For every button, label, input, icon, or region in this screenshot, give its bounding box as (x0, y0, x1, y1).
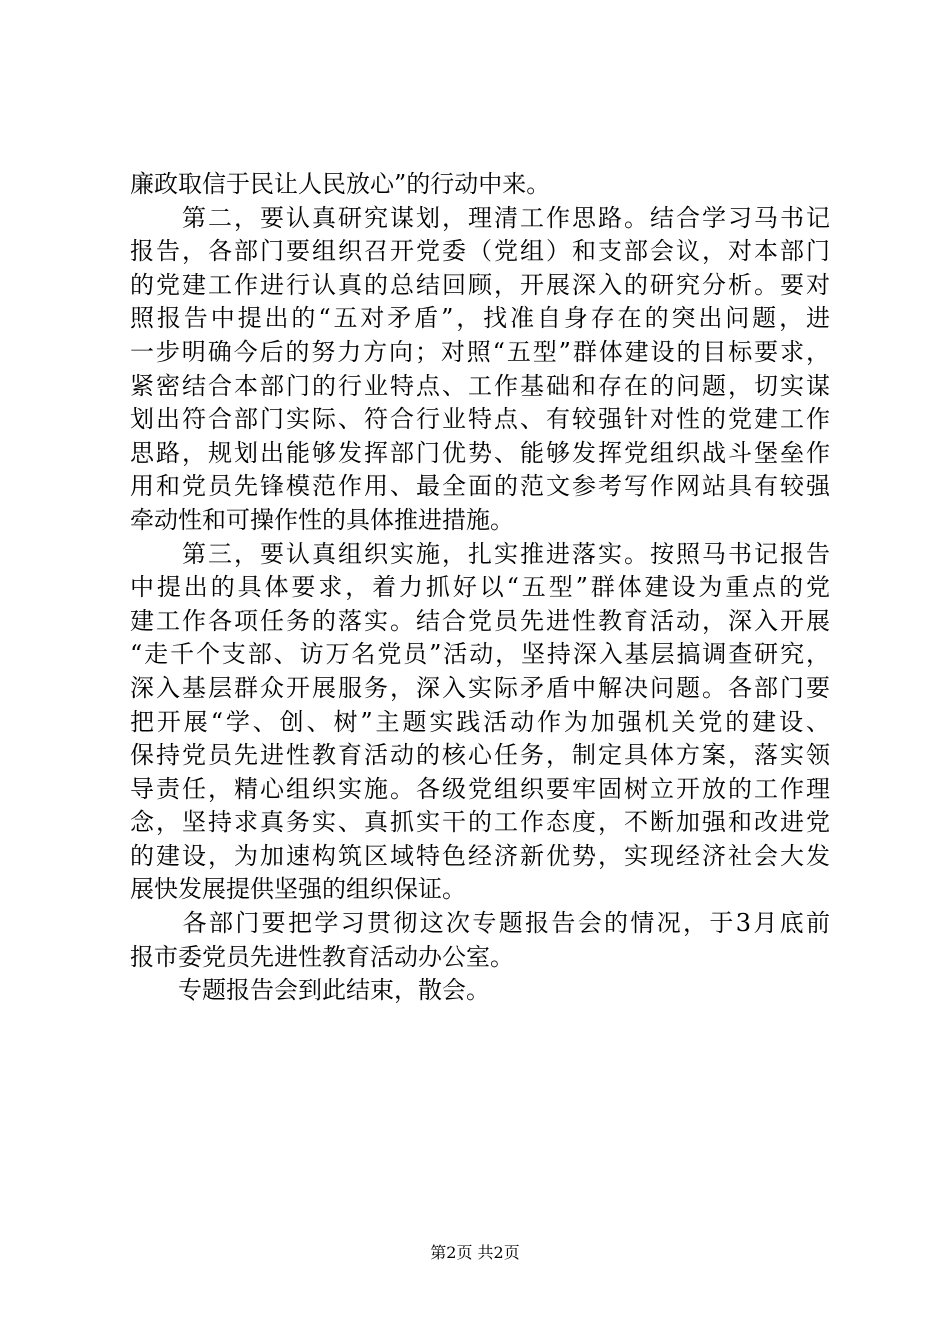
text-line: 照报告中提出的“五对矛盾”，找准自身存在的突出问题，进 (130, 304, 830, 333)
text-line: 专题报告会到此结束，散会。 (130, 976, 490, 1005)
text-line: 报市委党员先进性教育活动办公室。 (130, 942, 514, 971)
page-number-footer: 第2页 共2页 (430, 1243, 520, 1262)
text-line: “走千个支部、访万名党员”活动，坚持深入基层搞调查研究， (130, 640, 830, 669)
text-line: 导责任，精心组织实施。各级党组织要牢固树立开放的工作理 (130, 774, 830, 803)
text-line: 划出符合部门实际、符合行业特点、有较强针对性的党建工作 (130, 405, 830, 434)
text-line: 一步明确今后的努力方向；对照“五型”群体建设的目标要求， (130, 337, 830, 366)
text-line: 牵动性和可操作性的具体推进措施。 (130, 505, 514, 534)
text-line: 建工作各项任务的落实。结合党员先进性教育活动，深入开展 (130, 606, 830, 635)
text-line: 紧密结合本部门的行业特点、工作基础和存在的问题，切实谋 (130, 371, 830, 400)
text-line: 廉政取信于民让人民放心”的行动中来。 (130, 170, 551, 198)
text-line: 的党建工作进行认真的总结回顾，开展深入的研究分析。要对 (130, 270, 830, 299)
text-line: 第二，要认真研究谋划，理清工作思路。结合学习马书记 (130, 203, 830, 232)
text-line: 各部门要把学习贯彻这次专题报告会的情况，于3月底前 (130, 909, 830, 938)
text-line: 用和党员先锋模范作用、最全面的范文参考写作网站具有较强 (130, 472, 830, 501)
text-line: 展快发展提供坚强的组织保证。 (130, 875, 466, 904)
text-line: 深入基层群众开展服务，深入实际矛盾中解决问题。各部门要 (130, 673, 830, 702)
text-line: 的建设，为加速构筑区域特色经济新优势，实现经济社会大发 (130, 841, 830, 870)
text-line: 中提出的具体要求，着力抓好以“五型”群体建设为重点的党 (130, 573, 830, 602)
text-line: 第三，要认真组织实施，扎实推进落实。按照马书记报告 (130, 539, 830, 568)
text-line: 保持党员先进性教育活动的核心任务，制定具体方案，落实领 (130, 741, 830, 770)
text-line: 把开展“学、创、树”主题实践活动作为加强机关党的建设、 (130, 707, 830, 736)
text-line: 念，坚持求真务实、真抓实干的工作态度，不断加强和改进党 (130, 808, 830, 837)
text-line: 思路，规划出能够发挥部门优势、能够发挥党组织战斗堡垒作 (130, 438, 830, 467)
text-line: 报告，各部门要组织召开党委（党组）和支部会议，对本部门 (130, 237, 830, 266)
document-body (130, 168, 830, 1008)
